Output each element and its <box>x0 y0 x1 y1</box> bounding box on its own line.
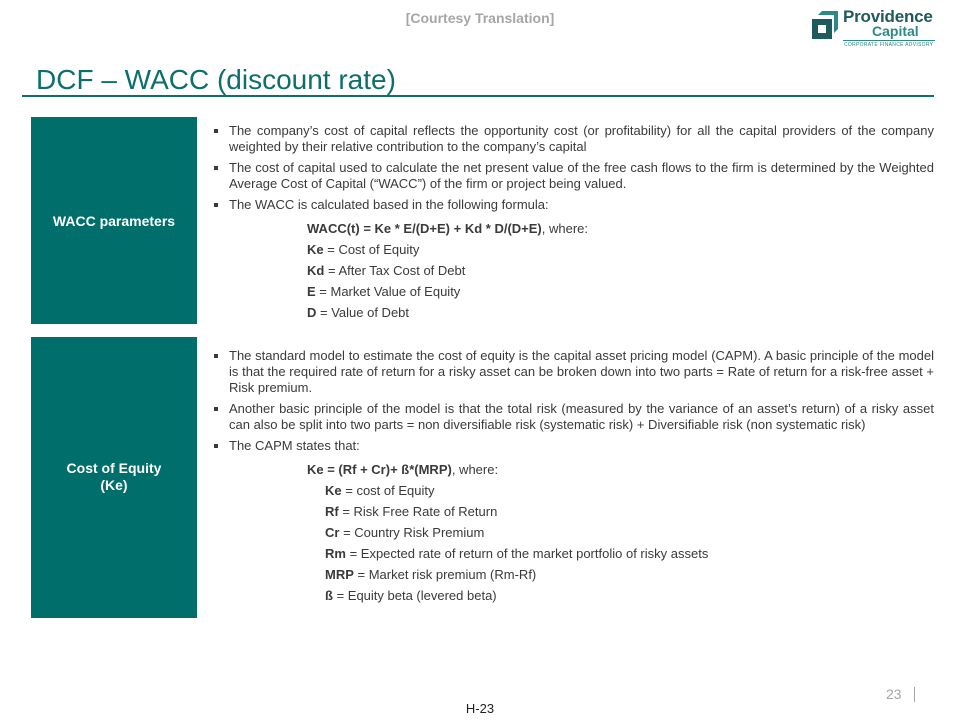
logo-name: Providence <box>843 7 933 26</box>
wacc-parameters-label: WACC parameters <box>52 212 176 229</box>
title-divider <box>22 95 934 97</box>
bullet-item: The cost of capital used to calculate the net present value of the free cash flows to the firm is determined by the Weighted Average Cost of Capital (“WACC”) of the firm or project being valued. <box>212 160 934 192</box>
definition-d: D = Value of Debt <box>307 305 410 320</box>
cost-of-equity-content <box>212 348 934 606</box>
wacc-parameters-content <box>212 123 934 323</box>
cost-of-equity-label-sub: (Ke) <box>100 477 128 493</box>
bullet-item: The WACC is calculated based in the following formula: <box>212 197 934 213</box>
definition-rm: Rm = Expected rate of return of the market portfolio of risky assets <box>325 546 709 561</box>
logo-sub: Capital <box>872 23 919 39</box>
definition-kd: Kd = After Tax Cost of Debt <box>307 263 466 278</box>
logo-rule <box>843 40 935 41</box>
cost-of-equity-label: Cost of Equity <box>66 460 162 476</box>
definition-beta: ß = Equity beta (levered beta) <box>325 588 497 603</box>
cost-of-equity-panel <box>31 337 197 618</box>
logo-mark-icon <box>810 11 840 41</box>
wacc-parameters-panel <box>31 117 197 324</box>
definition-rf: Rf = Risk Free Rate of Return <box>325 504 498 519</box>
definition-cr: Cr = Country Risk Premium <box>325 525 485 540</box>
page-title: DCF – WACC (discount rate) <box>36 64 396 95</box>
definition-e: E = Market Value of Equity <box>307 284 461 299</box>
page-number-divider <box>914 687 915 702</box>
capm-formula-block <box>212 459 934 606</box>
providence-capital-logo <box>810 8 940 48</box>
bullet-item: The standard model to estimate the cost of equity is the capital asset pricing model (CAPM). A basic principle of the model is that the required rate of return for a risky asset can be broken down into two parts = Rate of return for a risk-free asset + Risk premium. <box>212 348 934 396</box>
capm-formula: Ke = (Rf + Cr)+ ß*(MRP), where: <box>307 462 499 477</box>
footer-reference: H-23 <box>465 701 495 716</box>
definition-ke: Ke = cost of Equity <box>325 483 435 498</box>
bullet-item: The CAPM states that: <box>212 438 934 454</box>
logo-tagline: CORPORATE FINANCE ADVISORY <box>844 42 934 48</box>
wacc-formula: WACC(t) = Ke * E/(D+E) + Kd * D/(D+E), where: <box>307 221 588 236</box>
page-number: 23 <box>886 686 902 702</box>
definition-ke: Ke = Cost of Equity <box>307 242 420 257</box>
bullet-item: The company’s cost of capital reflects the opportunity cost (or profitability) for all the capital providers of the company weighted by their relative contribution to the company’s capital <box>212 123 934 155</box>
bullet-item: Another basic principle of the model is that the total risk (measured by the variance of an asset’s return) of a risky asset can also be split into two parts = non diversifiable risk (systematic risk) + Diversifiable risk (non systematic risk) <box>212 401 934 433</box>
definition-mrp: MRP = Market risk premium (Rm-Rf) <box>325 567 537 582</box>
courtesy-translation-label: [Courtesy Translation] <box>405 10 555 26</box>
wacc-formula-block <box>212 218 934 323</box>
